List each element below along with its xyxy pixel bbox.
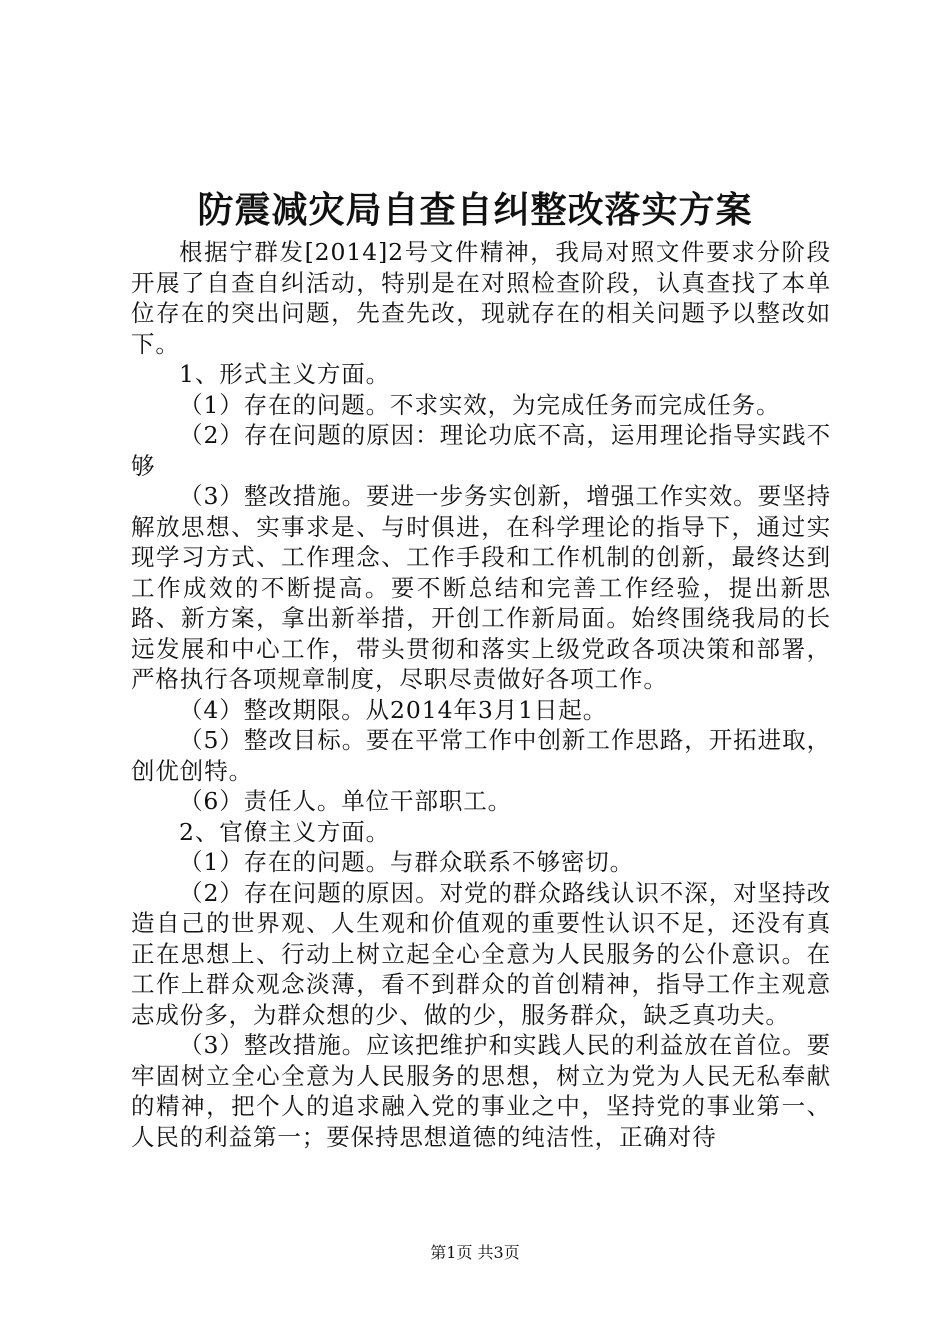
paragraph-item: （3）整改措施。应该把维护和实践人民的利益放在首位。要牢固树立全心全意为人民服务的思想，树立为党为人民无私奉献的精神，把个人的追求融入党的事业之中，坚持党的事业第一、人民的利益第一；要保持思想道德的纯洁性，正确对待 <box>131 1031 831 1151</box>
paragraph-item: （1）存在的问题。与群众联系不够密切。 <box>179 848 635 876</box>
section-heading-bureaucratism: 2、官僚主义方面。 <box>179 817 391 846</box>
document-title: 防震减灾局自查自纠整改落实方案 <box>197 189 753 231</box>
section-heading-formalism: 1、形式主义方面。 <box>179 360 391 388</box>
paragraph-item: （2）存在问题的原因：理论功底不高，运用理论指导实践不够 <box>131 421 831 480</box>
paragraph-item: （6）责任人。单位干部职工。 <box>179 787 513 815</box>
paragraph-intro: 根据宁群发[2014]2号文件精神，我局对照文件要求分阶段开展了自查自纠活动，特别是在对照检查阶段，认真查找了本单位存在的突出问题，先查先改，现就存在的相关问题予以整改如下。 <box>131 238 831 358</box>
paragraph-item: （5）整改目标。要在平常工作中创新工作思路，开拓进取，创优创特。 <box>131 726 831 785</box>
page-number-footer: 第1页 共3页 <box>430 1243 520 1262</box>
paragraph-item: （3）整改措施。要进一步务实创新，增强工作实效。要坚持解放思想、实事求是、与时俱进，在科学理论的指导下，通过实现学习方式、工作理念、工作手段和工作机制的创新，最终达到工作成效的不断提高。要不断总结和完善工作经验，提出新思路、新方案，拿出新举措，开创工作新局面。始终围绕我局的长远发展和中心工作，带头贯彻和落实上级党政各项决策和部署，严格执行各项规章制度，尽职尽责做好各项工作。 <box>131 482 831 693</box>
document-body <box>131 237 831 1152</box>
paragraph-item: （4）整改期限。从2014年3月1日起。 <box>179 695 608 724</box>
paragraph-item: （1）存在的问题。不求实效，为完成任务而完成任务。 <box>179 390 781 419</box>
paragraph-item: （2）存在问题的原因。对党的群众路线认识不深，对坚持改造自己的世界观、人生观和价值观的重要性认识不足，还没有真正在思想上、行动上树立起全心全意为人民服务的公仆意识。在工作上群众观念淡薄，看不到群众的首创精神，指导工作主观意志成份多，为群众想的少、做的少，服务群众，缺乏真功夫。 <box>131 878 831 1029</box>
